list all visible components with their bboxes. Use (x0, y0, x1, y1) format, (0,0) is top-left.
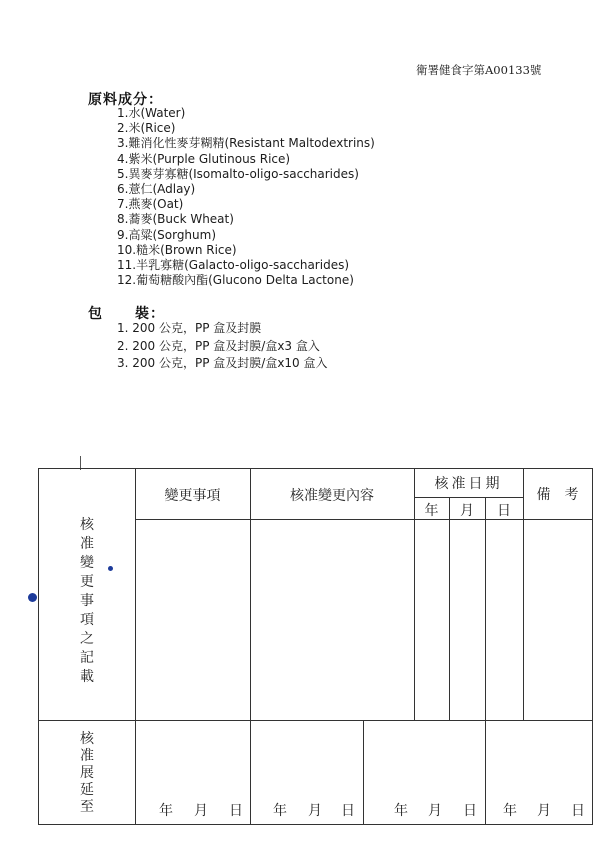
header-approved-content: 核准變更內容 (290, 488, 374, 504)
license-number: 衛署健食字第A00133號 (416, 63, 542, 77)
row-label-changes: 核 准 變 更 事 項 之 記 載 (80, 517, 94, 685)
ingredients-title: 原料成分： (88, 92, 163, 108)
ext-date-3-year: 年 (394, 803, 408, 819)
ingredient-item: 6.薏仁(Adlay) (117, 182, 196, 197)
ingredient-item: 4.紫米(Purple Glutinous Rice) (117, 151, 291, 166)
ingredient-item: 12.葡萄糖酸內酯(Glucono Delta Lactone) (117, 273, 354, 288)
ink-dot (108, 566, 113, 571)
ingredient-item: 8.蕎麥(Buck Wheat) (117, 212, 234, 227)
header-year: 年 (424, 503, 439, 519)
ext-date-1-month: 月 (194, 803, 208, 819)
header-remarks: 備 考 (536, 487, 579, 503)
packaging-item: 3. 200 公克，PP 盒及封膜/盒x10 盒入 (117, 356, 328, 370)
ext-date-1-year: 年 (159, 803, 173, 819)
ext-date-1-day: 日 (229, 803, 243, 819)
ext-date-4-month: 月 (537, 803, 551, 819)
header-change-item: 變更事項 (164, 488, 221, 504)
header-approval-date: 核准日期 (434, 476, 503, 492)
header-month: 月 (460, 503, 474, 519)
packaging-item: 1. 200 公克，PP 盒及封膜 (117, 321, 262, 335)
packaging-title-right: 裝： (135, 306, 165, 322)
ext-date-3-month: 月 (428, 803, 442, 819)
ext-date-2-day: 日 (341, 803, 355, 819)
packaging-title-left: 包 (88, 306, 103, 322)
ext-date-4-year: 年 (503, 803, 517, 819)
ingredient-item: 7.燕麥(Oat) (117, 197, 184, 212)
ingredient-item: 5.異麥芽寡糖(Isomalto-oligo-saccharides) (117, 166, 359, 181)
ingredients-list (117, 106, 375, 288)
ingredient-item: 1.水(Water) (117, 106, 186, 120)
packaging-list (117, 320, 328, 373)
ext-date-2-year: 年 (273, 803, 287, 819)
punch-dot (28, 593, 37, 602)
packaging-item: 2. 200 公克，PP 盒及封膜/盒x3 盒入 (117, 338, 320, 353)
ingredient-item: 11.半乳寡糖(Galacto-oligo-saccharides) (117, 258, 350, 273)
header-day: 日 (497, 503, 511, 519)
ext-date-2-month: 月 (308, 803, 322, 819)
ingredient-item: 9.高粱(Sorghum) (117, 227, 217, 242)
ingredient-item: 2.米(Rice) (117, 121, 176, 136)
row-label-extension: 核 准 展 延 至 (80, 731, 94, 815)
ingredient-item: 3.難消化性麥芽糊精(Resistant Maltodextrins) (117, 136, 375, 151)
ingredient-item: 10.糙米(Brown Rice) (117, 242, 237, 257)
ext-date-4-day: 日 (571, 803, 585, 819)
ext-date-3-day: 日 (463, 803, 477, 819)
